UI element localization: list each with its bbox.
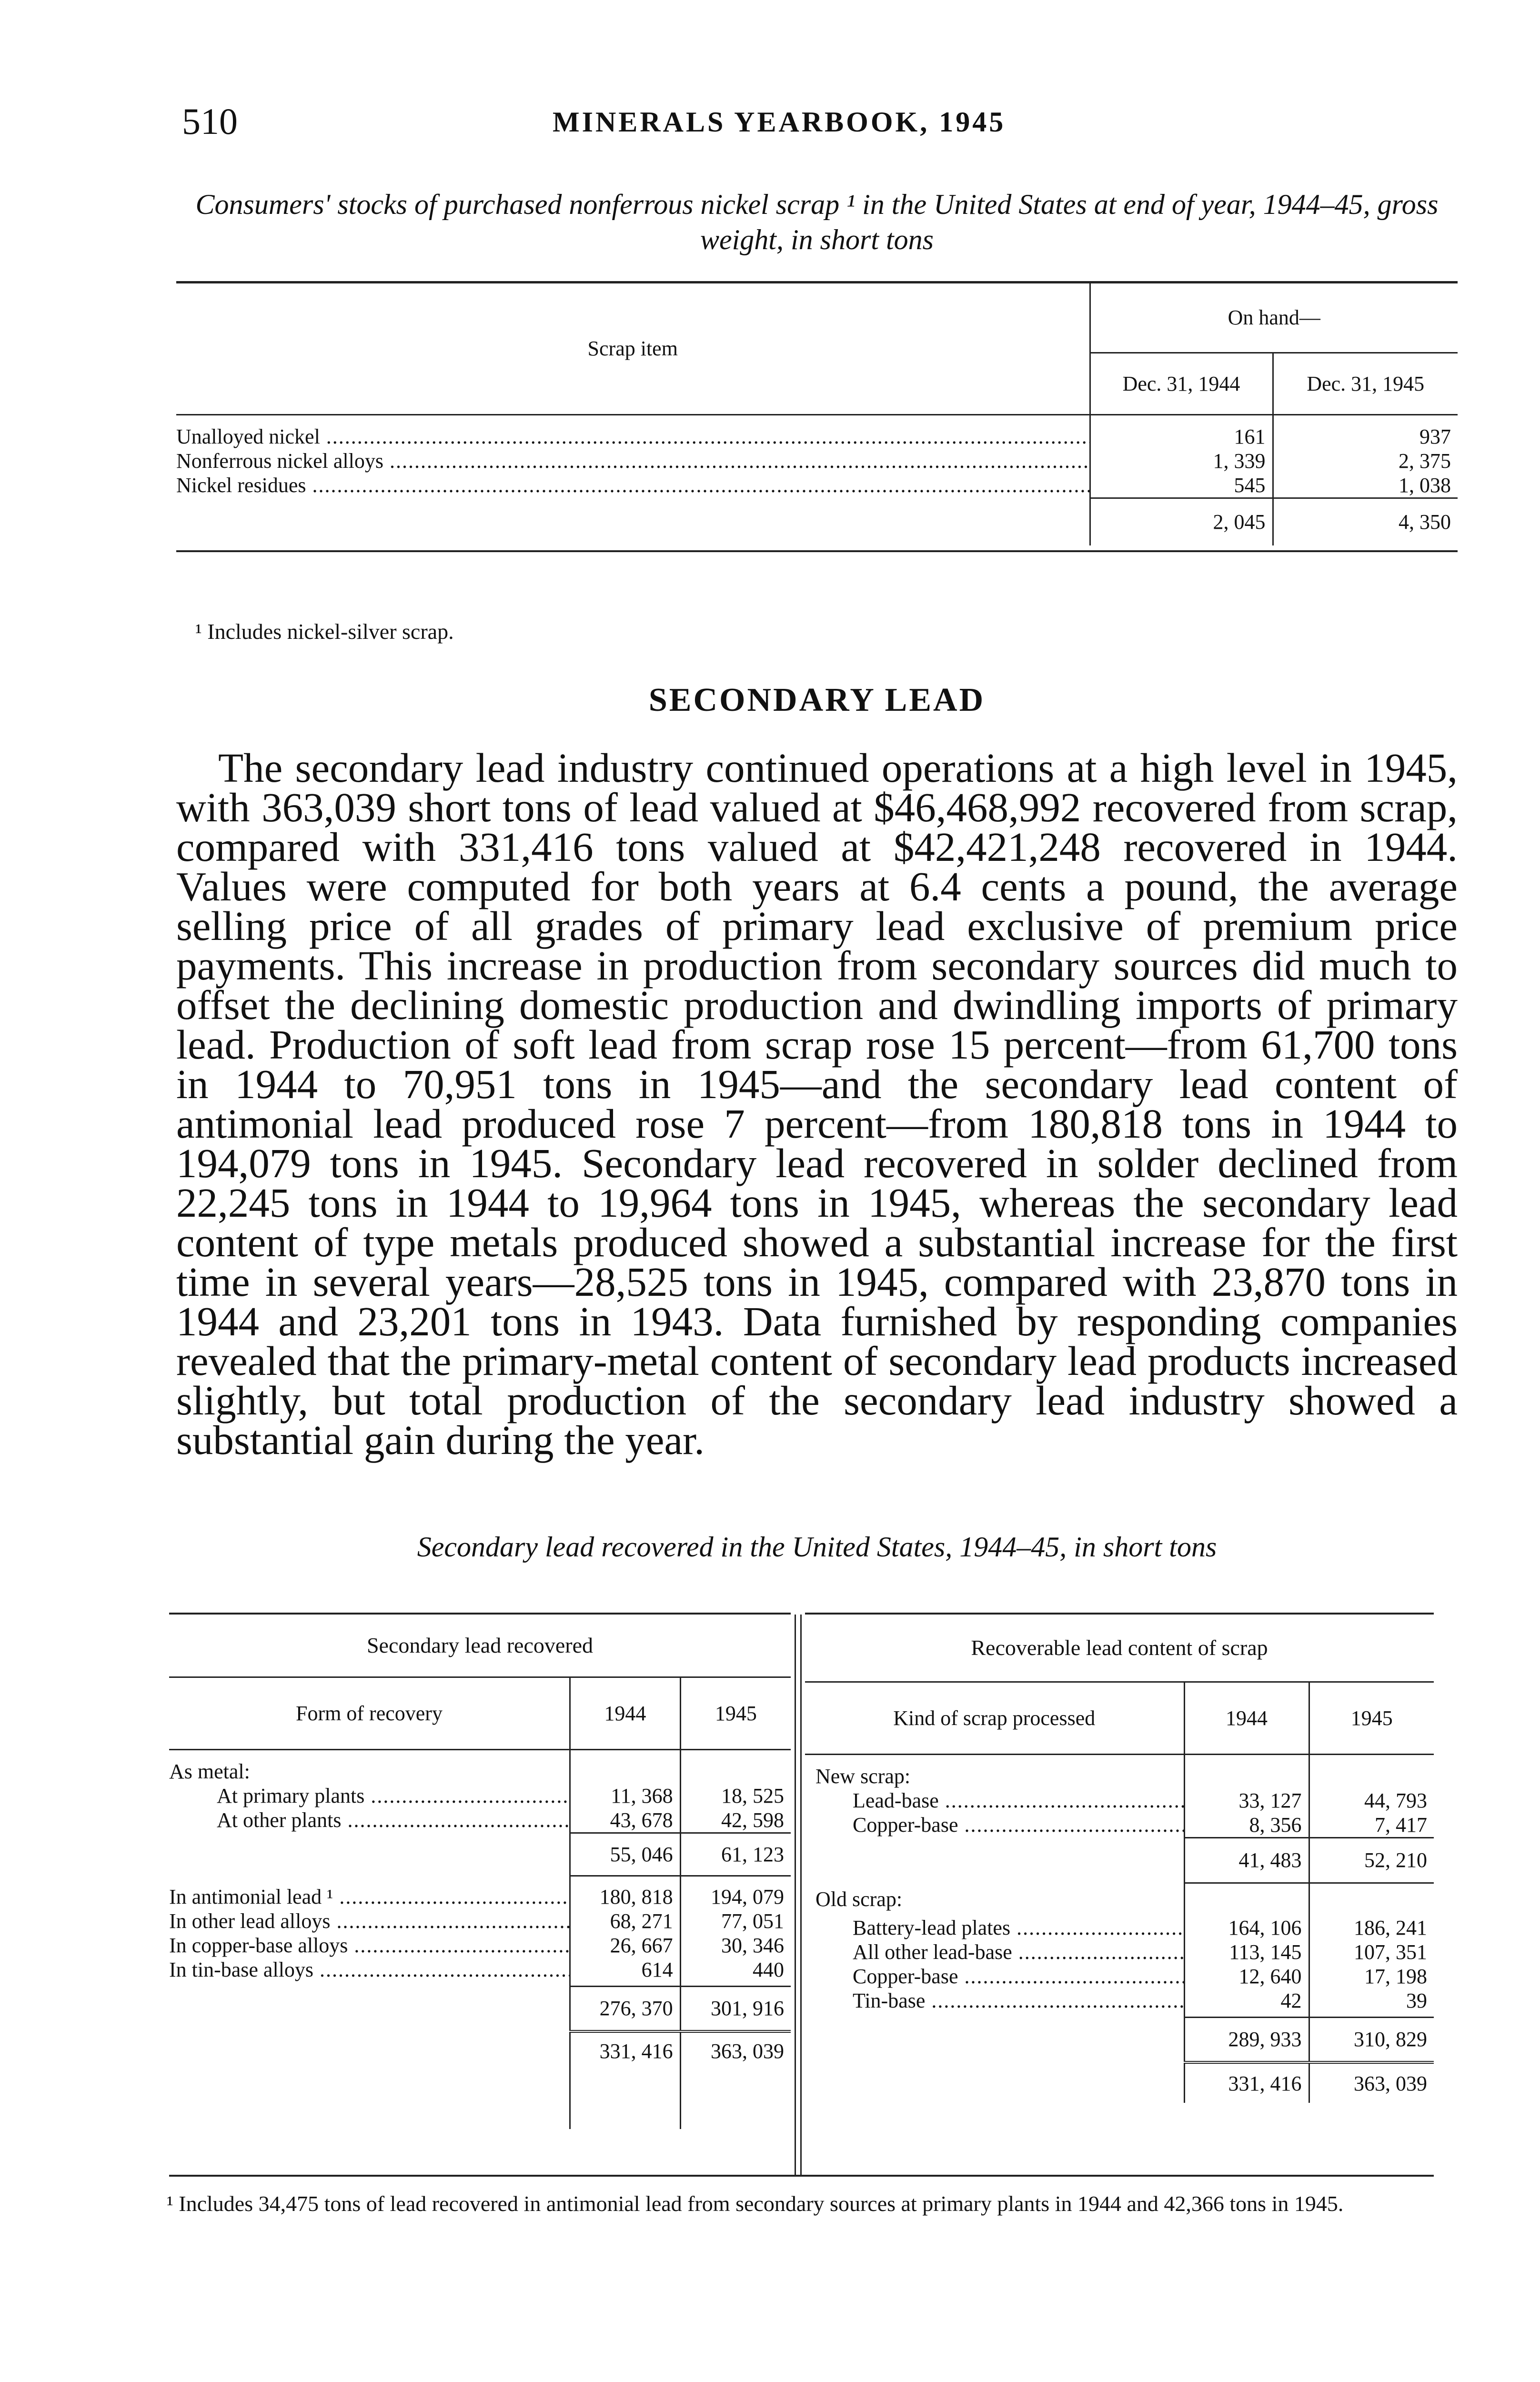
row-label: Copper-base	[853, 1965, 958, 1988]
value-1944: 545	[1090, 473, 1273, 498]
table-row	[176, 415, 1458, 449]
value-1944: 26, 667	[570, 1933, 681, 1958]
value-1945: 440	[680, 1958, 791, 1986]
table-row	[169, 1784, 791, 1808]
value-1945: 42, 598	[680, 1808, 791, 1833]
table-row	[176, 473, 1458, 498]
row-label: Nonferrous nickel alloys	[176, 449, 383, 473]
subtotal-row	[805, 2017, 1434, 2062]
value-1944: 161	[1090, 415, 1273, 449]
group-label-as-metal: As metal:	[169, 1759, 250, 1783]
recoverable-lead-content-table	[805, 1613, 1434, 2103]
value-1945: 186, 241	[1309, 1911, 1434, 1940]
table-row	[169, 1958, 791, 1986]
row-label: In antimonial lead ¹	[169, 1885, 333, 1908]
table-row	[169, 1933, 791, 1958]
group-label-old-scrap: Old scrap:	[815, 1887, 903, 1911]
value-1944: 164, 106	[1184, 1911, 1309, 1940]
col-header-1945: 1945	[1309, 1683, 1434, 1754]
value-1944: 33, 127	[1184, 1788, 1309, 1813]
section-heading: SECONDARY LEAD	[648, 682, 986, 718]
group-label-new-scrap: New scrap:	[815, 1764, 911, 1788]
table-row	[169, 1808, 791, 1833]
table-row	[169, 1876, 791, 1909]
col-header-1945: 1945	[680, 1678, 791, 1749]
table-row	[176, 449, 1458, 473]
right-group-header: Recoverable lead content of scrap	[971, 1635, 1268, 1660]
total-1945: 363, 039	[680, 2031, 791, 2069]
table-row	[805, 1940, 1434, 1964]
value-1944: 180, 818	[570, 1876, 681, 1909]
value-1945: 39	[1309, 1988, 1434, 2017]
total-1945: 4, 350	[1273, 498, 1458, 545]
table2-caption: Secondary lead recovered in the United States, 1944–45, in short tons	[417, 1531, 1217, 1563]
col-header-kind: Kind of scrap processed	[893, 1706, 1096, 1730]
table-row	[805, 1988, 1434, 2017]
col-header-1944: 1944	[570, 1678, 681, 1749]
running-title: MINERALS YEARBOOK, 1945	[553, 106, 1006, 138]
table-row	[805, 1813, 1434, 1838]
col-header-scrap-item: Scrap item	[587, 337, 678, 361]
col-header-form: Form of recovery	[296, 1701, 443, 1725]
secondary-lead-recovered-table	[169, 1613, 791, 2129]
table-divider	[800, 1615, 802, 2177]
page-number: 510	[182, 101, 238, 142]
value-1944: 1, 339	[1090, 449, 1273, 473]
value-1944: 8, 356	[1184, 1813, 1309, 1838]
subtotal-1945: 61, 123	[680, 1833, 791, 1876]
row-label: Copper-base	[853, 1813, 958, 1837]
subtotal-1944: 55, 046	[570, 1833, 681, 1876]
total-1944: 2, 045	[1090, 498, 1273, 545]
value-1945: 194, 079	[680, 1876, 791, 1909]
row-label: Lead-base	[853, 1788, 939, 1812]
subtotal-1945: 310, 829	[1309, 2017, 1434, 2062]
subtotal-row	[805, 1837, 1434, 1883]
table-row	[805, 1911, 1434, 1940]
total-1944: 331, 416	[1184, 2062, 1309, 2103]
value-1945: 7, 417	[1309, 1813, 1434, 1838]
value-1945: 937	[1273, 415, 1458, 449]
row-label: Nickel residues	[176, 474, 306, 497]
subtotal-1945: 301, 916	[680, 1986, 791, 2031]
left-group-header: Secondary lead recovered	[366, 1633, 594, 1657]
total-row	[169, 2031, 791, 2069]
row-label: In tin-base alloys	[169, 1958, 314, 1981]
section-paragraph: The secondary lead industry continued operations at a high level in 1945, with 363,039 short tons of lead valued at $46,468,992 recovered from scrap, compared with 331,416 tons valued at $42,421,248 recovered in 1944. Values were computed for both years at 6.4 cents a pound, the average selling price of all grades of primary lead exclusive of premium price payments. This increase in production from secondary sources did much to offset the declining domestic production and dwindling imports of primary lead. Production of soft lead from scrap rose 15 percent—from 61,700 tons in 1944 to 70,951 tons in 1945—and the secondary lead content of antimonial lead produced rose 7 percent—from 180,818 tons in 1944 to 194,079 tons in 1945. Secondary lead recovered in solder declined from 22,245 tons in 1944 to 19,964 tons in 1945, whereas the secondary lead content of type metals produced showed a substantial increase for the first time in several years—28,525 tons in 1945, compared with 23,870 tons in 1944 and 23,201 tons in 1943. Data furnished by responding companies revealed that the primary-metal content of secondary lead products increased slightly, but total production of the secondary lead industry showed a substantial gain during the year.	[176, 745, 1458, 1463]
table1-caption: Consumers' stocks of purchased nonferrous nickel scrap ¹ in the United States at end of year, 1944–45, gross weight, in short tons	[195, 189, 1439, 255]
value-1945: 44, 793	[1309, 1788, 1434, 1813]
nickel-scrap-table	[176, 281, 1458, 552]
total-row	[805, 2062, 1434, 2103]
row-label: Tin-base	[853, 1989, 926, 2012]
total-row	[176, 498, 1458, 545]
col-header-1944: Dec. 31, 1944	[1090, 353, 1273, 414]
value-1944: 42	[1184, 1988, 1309, 2017]
table2-footnote: ¹ Includes 34,475 tons of lead recovered in antimonial lead from secondary sources at primary plants in 1944 and 42,366 tons in 1945.	[167, 2191, 1344, 2216]
value-1945: 18, 525	[680, 1784, 791, 1808]
subtotal-row	[169, 1986, 791, 2031]
table-row	[169, 1909, 791, 1933]
table2-bottom-rule	[169, 2175, 1434, 2177]
table-row	[805, 1964, 1434, 1988]
value-1945: 77, 051	[680, 1909, 791, 1933]
value-1944: 11, 368	[570, 1784, 681, 1808]
total-1944: 331, 416	[570, 2031, 681, 2069]
row-label: In other lead alloys	[169, 1909, 331, 1933]
col-header-1944: 1944	[1184, 1683, 1309, 1754]
row-label: At primary plants	[217, 1784, 365, 1807]
subtotal-1944: 41, 483	[1184, 1837, 1309, 1883]
row-label: All other lead-base	[853, 1940, 1012, 1964]
value-1944: 43, 678	[570, 1808, 681, 1833]
value-1945: 30, 346	[680, 1933, 791, 1958]
subtotal-1944: 289, 933	[1184, 2017, 1309, 2062]
subtotal-row	[169, 1833, 791, 1876]
value-1945: 2, 375	[1273, 449, 1458, 473]
table-divider	[795, 1615, 796, 2177]
subtotal-1944: 276, 370	[570, 1986, 681, 2031]
col-header-on-hand: On hand—	[1090, 283, 1458, 353]
value-1945: 17, 198	[1309, 1964, 1434, 1988]
row-label: In copper-base alloys	[169, 1934, 348, 1957]
value-1945: 107, 351	[1309, 1940, 1434, 1964]
row-label: Battery-lead plates	[853, 1916, 1011, 1939]
value-1945: 1, 038	[1273, 473, 1458, 498]
subtotal-1945: 52, 210	[1309, 1837, 1434, 1883]
value-1944: 68, 271	[570, 1909, 681, 1933]
col-header-1945: Dec. 31, 1945	[1273, 353, 1458, 414]
table1-footnote: ¹ Includes nickel-silver scrap.	[195, 619, 454, 644]
row-label: Unalloyed nickel	[176, 424, 320, 448]
value-1944: 113, 145	[1184, 1940, 1309, 1964]
total-1945: 363, 039	[1309, 2062, 1434, 2103]
value-1944: 12, 640	[1184, 1964, 1309, 1988]
value-1944: 614	[570, 1958, 681, 1986]
row-label: At other plants	[217, 1808, 342, 1832]
table-row	[805, 1788, 1434, 1813]
